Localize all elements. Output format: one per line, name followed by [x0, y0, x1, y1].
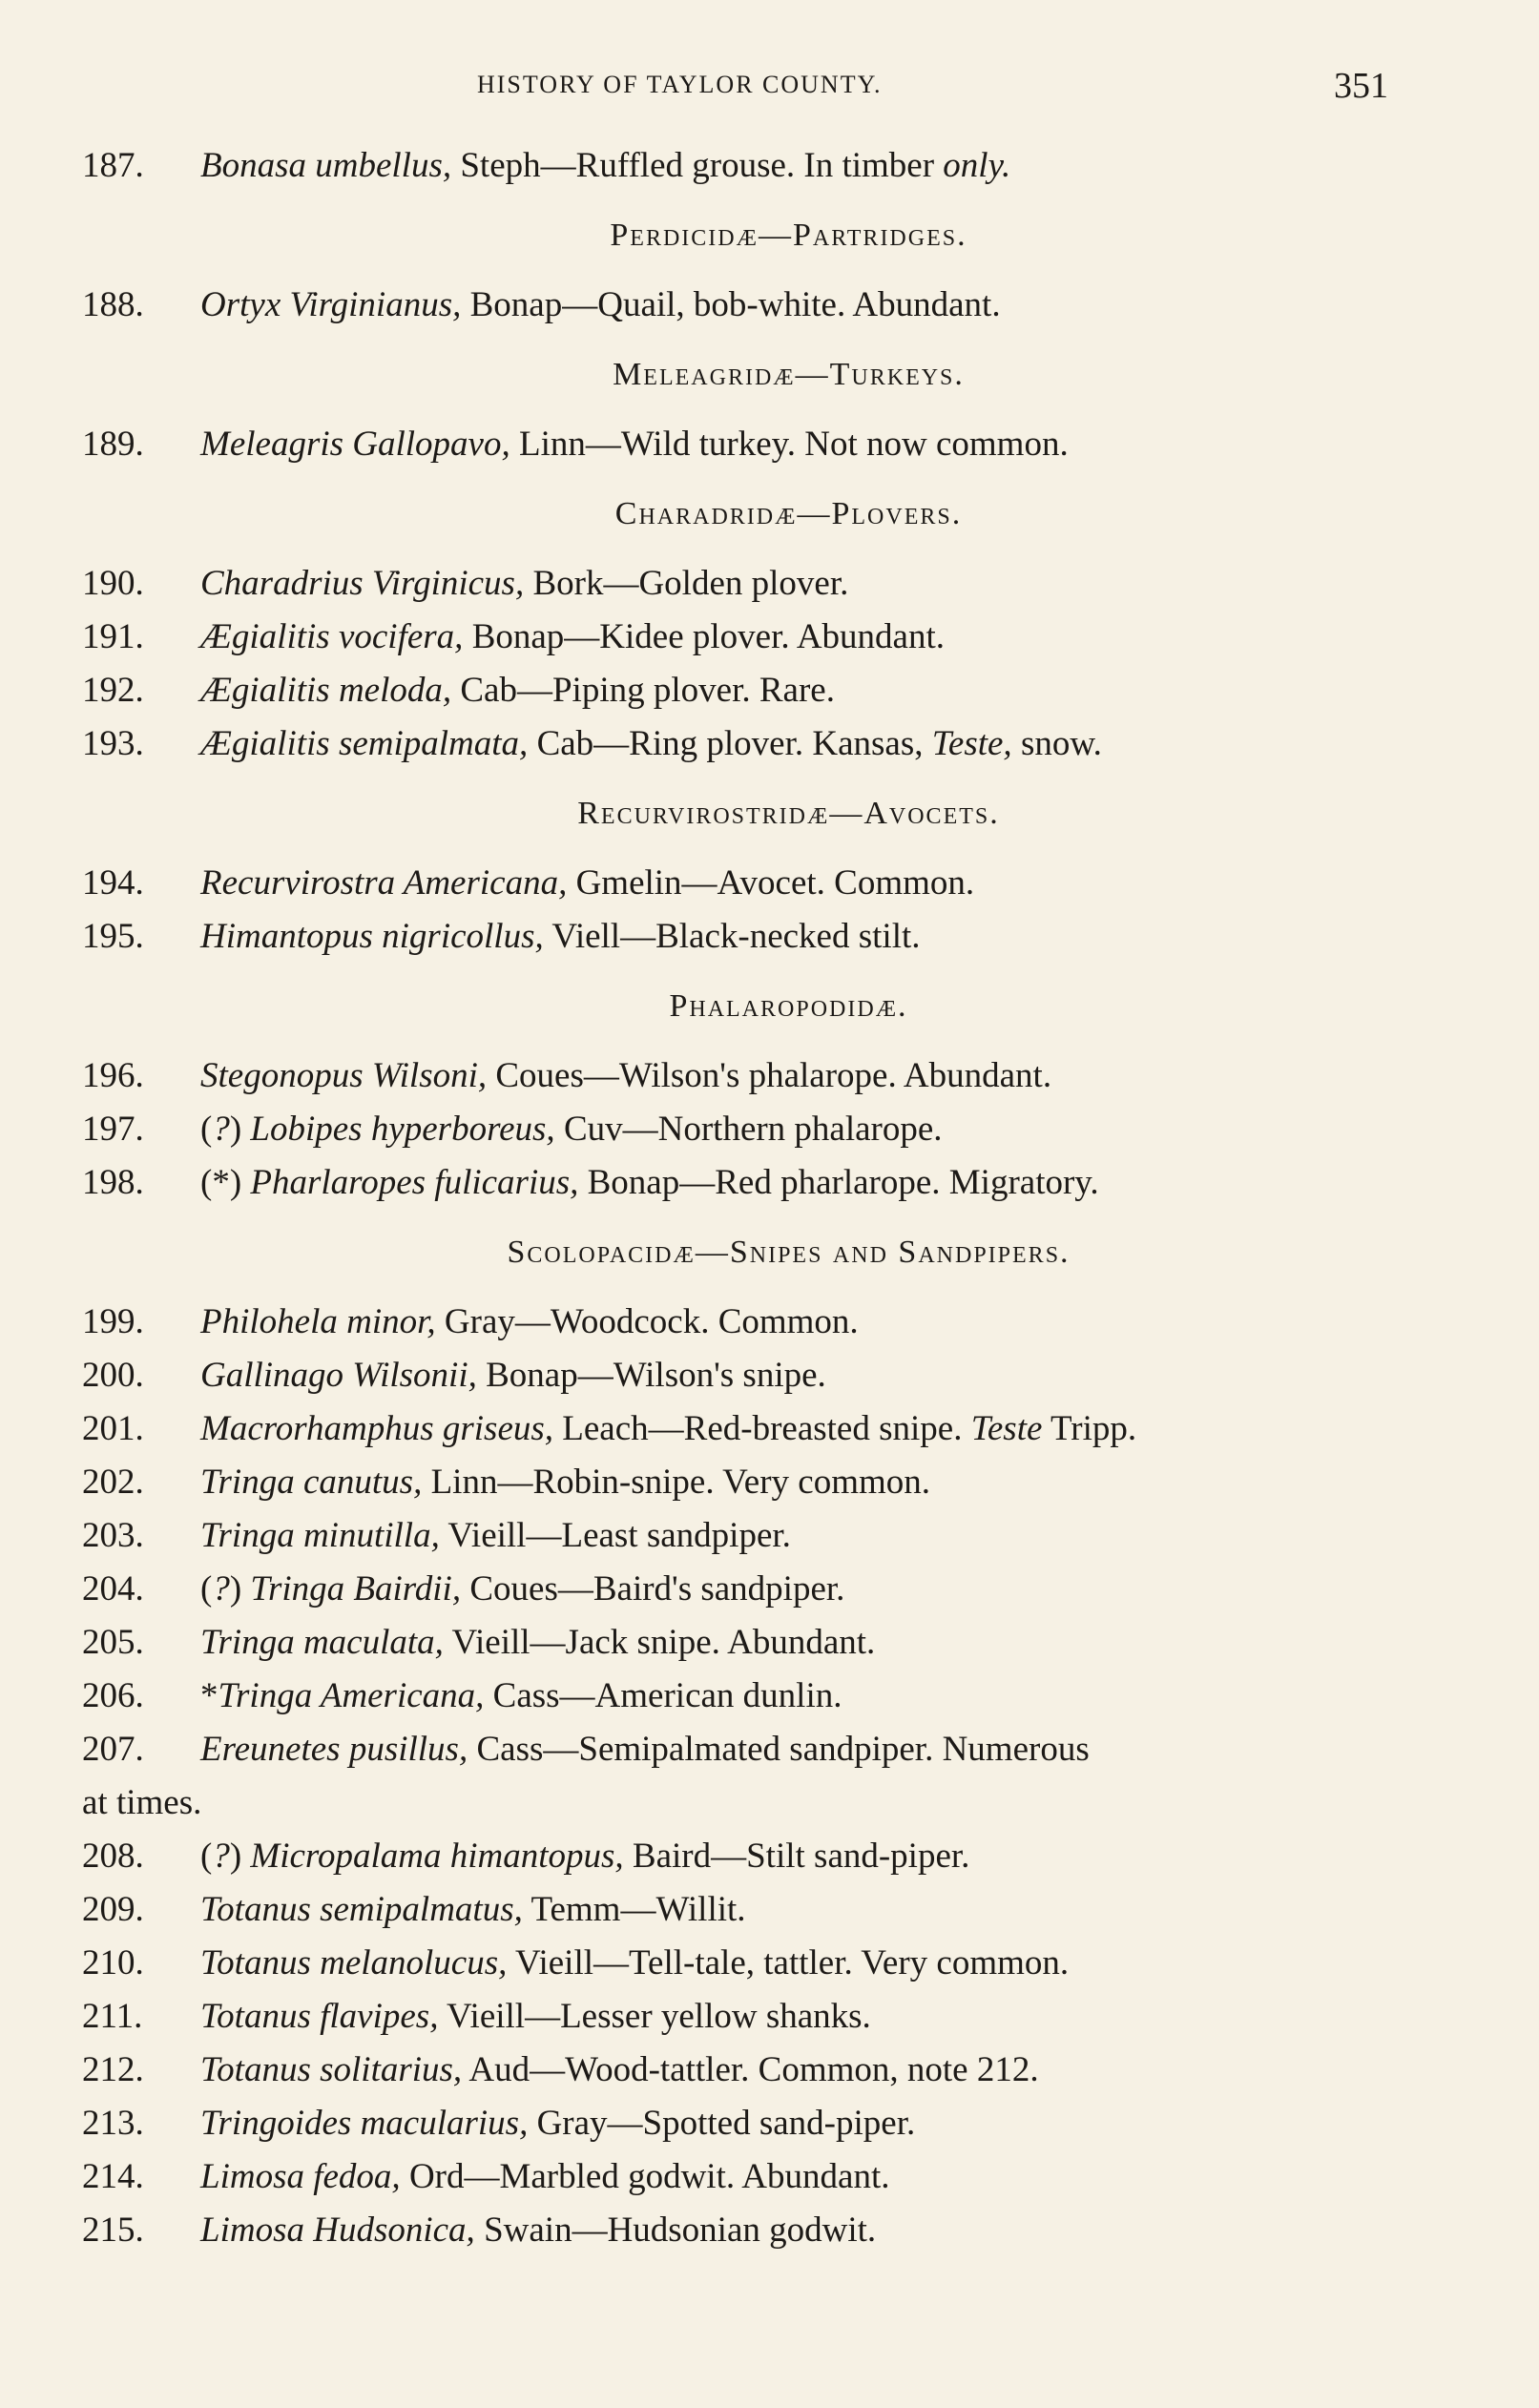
common-name: Aud—Wood-tattler. Common, note 212.: [462, 2050, 1039, 2089]
scientific-name: Himantopus nigricollus,: [200, 917, 544, 956]
page-number: 351: [1334, 66, 1388, 106]
entry-prefix: *: [200, 1676, 218, 1715]
family-heading: Phalaropodidæ.: [669, 988, 908, 1024]
entry-text: [200, 279, 1001, 332]
entry-number: 208.: [82, 1837, 144, 1876]
entry-tail-italic: only.: [943, 146, 1011, 185]
entry-text: [200, 418, 1069, 471]
entry-text: [200, 2097, 915, 2150]
entry-prefix: (: [200, 1110, 213, 1149]
entry-prefix: (*): [200, 1163, 251, 1202]
species-entry: [0, 1990, 1539, 2044]
common-name: Cass—Semipalmated sandpiper. Numerous: [468, 1730, 1090, 1769]
scientific-name: Ægialitis meloda,: [200, 671, 452, 710]
running-title: HISTORY OF TAYLOR COUNTY.: [477, 71, 883, 98]
species-entry: [0, 857, 1539, 910]
common-name: Viell—Black-necked stilt.: [543, 917, 921, 956]
common-name: Gmelin—Avocet. Common.: [567, 863, 975, 903]
entry-number: 214.: [82, 2157, 144, 2196]
scientific-name: Limosa fedoa,: [200, 2157, 401, 2196]
entry-text: [200, 1103, 943, 1156]
entry-number: 211.: [82, 1997, 143, 2036]
common-name: Bork—Golden plover.: [524, 564, 849, 603]
entry-text: [200, 717, 1102, 771]
entry-text: [200, 1883, 746, 1937]
entry-text: [200, 1563, 844, 1616]
species-entry: [0, 1103, 1539, 1156]
species-entry: [0, 717, 1539, 771]
entry-number: 200.: [82, 1356, 144, 1395]
scientific-name: Macrorhamphus griseus,: [200, 1409, 554, 1448]
common-name: Vieill—Lesser yellow shanks.: [438, 1997, 871, 2036]
entry-number: 188.: [82, 285, 144, 324]
entry-text: [200, 1990, 871, 2044]
entry-prefix-mark: ?: [212, 1110, 230, 1149]
entry-number: 196.: [82, 1056, 144, 1095]
entry-prefix-close: ): [229, 1837, 251, 1876]
species-entry: [0, 2097, 1539, 2150]
species-entry: [0, 1937, 1539, 1990]
species-entry: [0, 1402, 1539, 1456]
common-name: Leach—Red-breasted snipe.: [553, 1409, 971, 1448]
entry-text: [200, 910, 921, 964]
scientific-name: Micropalama himantopus,: [250, 1837, 624, 1876]
family-heading: Scolopacidæ—Snipes and Sandpipers.: [507, 1235, 1071, 1270]
species-entry: [0, 1156, 1539, 1210]
entry-text: [200, 1156, 1099, 1210]
scientific-name: Recurvirostra Americana,: [200, 863, 568, 903]
entry-text: [200, 1349, 826, 1402]
species-entry: [0, 1670, 1539, 1723]
scientific-name: Philohela minor,: [200, 1302, 436, 1341]
common-name: Vieill—Tell-tale, tattler. Very common.: [507, 1943, 1070, 1982]
species-entry: [0, 1049, 1539, 1103]
scientific-name: Lobipes hyperboreus,: [250, 1110, 555, 1149]
common-name: Swain—Hudsonian godwit.: [474, 2211, 877, 2250]
common-name: Linn—Robin-snipe. Very common.: [422, 1463, 931, 1502]
scientific-name: Gallinago Wilsonii,: [200, 1356, 477, 1395]
scientific-name: Ortyx Virginianus,: [200, 285, 462, 324]
common-name: Baird—Stilt sand-piper.: [623, 1837, 970, 1876]
species-entry: [0, 279, 1539, 332]
scientific-name: Tringa Bairdii,: [250, 1569, 462, 1609]
entry-text: [200, 1049, 1051, 1103]
species-entry: [0, 664, 1539, 717]
scientific-name: Meleagris Gallopavo,: [200, 425, 510, 464]
common-name: Bonap—Kidee plover. Abundant.: [463, 617, 945, 656]
entry-number: 207.: [82, 1730, 144, 1769]
entry-text: [200, 1670, 842, 1723]
entry-number: 192.: [82, 671, 144, 710]
scientific-name: Bonasa umbellus,: [200, 146, 452, 185]
common-name: Bonap—Quail, bob-white. Abundant.: [461, 285, 1001, 324]
scientific-name: Tringoides macularius,: [200, 2104, 529, 2143]
entry-text: [200, 664, 835, 717]
scientific-name: Ereunetes pusillus,: [200, 1730, 468, 1769]
entry-prefix-mark: ?: [212, 1837, 230, 1876]
entry-text: [200, 1296, 859, 1349]
entry-number: 204.: [82, 1569, 144, 1609]
common-name: Linn—Wild turkey. Not now common.: [510, 425, 1069, 464]
entry-text: [200, 857, 974, 910]
common-name: Gray—Spotted sand-piper.: [528, 2104, 916, 2143]
scientific-name: Tringa maculata,: [200, 1623, 444, 1662]
species-entry: [0, 1563, 1539, 1616]
entry-prefix: (: [200, 1837, 213, 1876]
entry-prefix-close: ): [229, 1569, 251, 1609]
species-entry: [0, 1616, 1539, 1670]
entry-text: [200, 1616, 875, 1670]
entry-continuation: at times.: [82, 1783, 202, 1822]
entry-text: [200, 139, 1010, 193]
entry-number: 210.: [82, 1943, 144, 1982]
scientific-name: Stegonopus Wilsoni,: [200, 1056, 488, 1095]
species-entry: [0, 611, 1539, 664]
entry-text: [200, 1830, 969, 1883]
scientific-name: Charadrius Virginicus,: [200, 564, 525, 603]
entry-number: 194.: [82, 863, 144, 903]
entry-number: 191.: [82, 617, 144, 656]
entry-text: [200, 2150, 889, 2204]
entry-text: [200, 611, 945, 664]
species-entry: [0, 1349, 1539, 1402]
common-name: Cuv—Northern phalarope.: [554, 1110, 943, 1149]
species-entry: [0, 1509, 1539, 1563]
common-name: Cab—Piping plover. Rare.: [451, 671, 835, 710]
common-name: Coues—Wilson's phalarope. Abundant.: [487, 1056, 1052, 1095]
scientific-name: Totanus flavipes,: [200, 1997, 439, 2036]
common-name: Coues—Baird's sandpiper.: [461, 1569, 845, 1609]
family-heading: Perdicidæ—Partridges.: [610, 218, 967, 253]
entry-prefix-close: ): [229, 1110, 251, 1149]
species-entry: [0, 1296, 1539, 1349]
scientific-name: Ægialitis semipalmata,: [200, 724, 529, 763]
common-name: Cass—American dunlin.: [484, 1676, 842, 1715]
species-entry: [0, 2204, 1539, 2257]
scientific-name: Tringa minutilla,: [200, 1516, 440, 1555]
scientific-name: Tringa canutus,: [200, 1463, 423, 1502]
common-name: Bonap—Wilson's snipe.: [476, 1356, 826, 1395]
running-head: [0, 65, 1539, 106]
entry-tail: Tripp.: [1042, 1409, 1137, 1448]
scientific-name: Totanus semipalmatus,: [200, 1890, 523, 1929]
family-heading: Charadridæ—Plovers.: [614, 496, 963, 531]
species-entry: [0, 1723, 1539, 1830]
entry-number: 212.: [82, 2050, 144, 2089]
entry-text: [200, 1509, 791, 1563]
species-entry: [0, 1830, 1539, 1883]
entry-number: 189.: [82, 425, 144, 464]
entry-number: 202.: [82, 1463, 144, 1502]
entry-number: 199.: [82, 1302, 144, 1341]
species-entry: [0, 1456, 1539, 1509]
scientific-name: Tringa Americana,: [218, 1676, 485, 1715]
entry-text: [200, 2204, 876, 2257]
common-name: Gray—Woodcock. Common.: [435, 1302, 859, 1341]
entry-text: [200, 1937, 1069, 1990]
entry-text: [200, 557, 848, 611]
scientific-name: Totanus solitarius,: [200, 2050, 463, 2089]
entry-number: 201.: [82, 1409, 144, 1448]
entry-number: 205.: [82, 1623, 144, 1662]
common-name: Steph—Ruffled grouse. In timber: [451, 146, 944, 185]
entry-text: [200, 1723, 1431, 1776]
species-entry: [0, 2150, 1539, 2204]
family-heading: Recurvirostridæ—Avocets.: [577, 796, 1000, 831]
authority-note: Teste,: [931, 724, 1012, 763]
species-entry: [0, 418, 1539, 471]
scientific-name: Pharlaropes fulicarius,: [250, 1163, 579, 1202]
entry-number: 195.: [82, 917, 144, 956]
entry-prefix-mark: ?: [212, 1569, 230, 1609]
entry-number: 197.: [82, 1110, 144, 1149]
species-entry: [0, 1883, 1539, 1937]
species-entry: [0, 910, 1539, 964]
scientific-name: Limosa Hudsonica,: [200, 2211, 475, 2250]
common-name: Cab—Ring plover. Kansas,: [528, 724, 932, 763]
common-name: Vieill—Least sandpiper.: [439, 1516, 791, 1555]
authority-note: Teste: [970, 1409, 1043, 1448]
common-name: Bonap—Red pharlarope. Migratory.: [578, 1163, 1099, 1202]
entry-number: 203.: [82, 1516, 144, 1555]
species-list: [0, 139, 1539, 2257]
entry-number: 193.: [82, 724, 144, 763]
species-entry: [0, 139, 1539, 193]
species-entry: [0, 2044, 1539, 2097]
entry-number: 209.: [82, 1890, 144, 1929]
common-name: Vieill—Jack snipe. Abundant.: [443, 1623, 876, 1662]
entry-tail: snow.: [1011, 724, 1102, 763]
entry-text: [200, 1456, 930, 1509]
scientific-name: Ægialitis vocifera,: [200, 617, 464, 656]
entry-number: 215.: [82, 2211, 144, 2250]
entry-number: 198.: [82, 1163, 144, 1202]
entry-text: [200, 1402, 1136, 1456]
family-heading: Meleagridæ—Turkeys.: [613, 357, 965, 392]
entry-number: 190.: [82, 564, 144, 603]
scientific-name: Totanus melanolucus,: [200, 1943, 508, 1982]
entry-prefix: (: [200, 1569, 213, 1609]
entry-number: 213.: [82, 2104, 144, 2143]
entry-number: 187.: [82, 146, 144, 185]
entry-text: [200, 2044, 1039, 2097]
species-entry: [0, 557, 1539, 611]
common-name: Temm—Willit.: [522, 1890, 746, 1929]
entry-number: 206.: [82, 1676, 144, 1715]
common-name: Ord—Marbled godwit. Abundant.: [400, 2157, 890, 2196]
